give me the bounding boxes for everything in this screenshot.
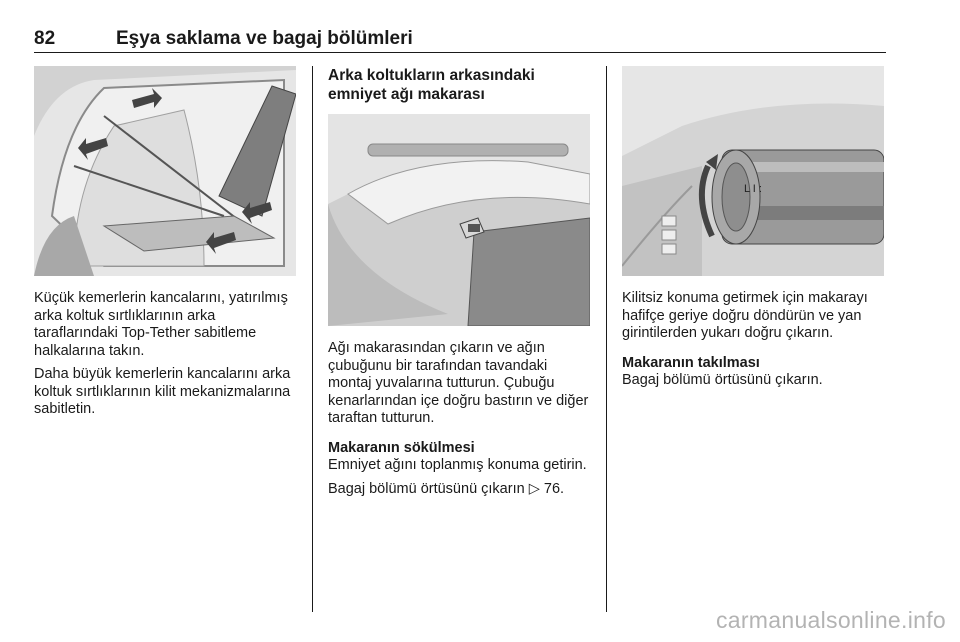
paragraph [328,481,590,499]
figure-cargo-net-hooks [34,66,296,276]
paragraph: Bagaj bölümü örtüsünü çıkarın. [622,372,823,388]
column-1 [34,66,296,425]
figure-net-roller-mount [328,114,590,326]
roller-lock-label: L I : [744,183,762,195]
section-title: Arka koltukların arkasındaki emniyet ağı makarası [328,67,535,103]
paragraph: Küçük kemerlerin kancalarını, yatırılmış arka koltuk sırtlıklarının arka taraflarındaki Top-Tether sabitleme halkalarına takın. [34,290,288,359]
column-divider-2 [606,66,607,612]
page-reference-arrow-icon[interactable]: ▷ [528,480,540,497]
subheading-removal: Makaranın sökülmesi [328,439,475,456]
paragraph: Ağı makarasından çıkarın ve ağın çubuğunu bir tarafından tavandaki montaj yuvalarına tutturun. Çubuğu kenarlarından içe doğru bastırın ve diğer taraftan tutturun. [328,340,589,426]
column-3 [622,66,884,396]
paragraph-text: Bagaj bölümü örtüsünü çıkarın [328,480,529,497]
subheading-installation: Makaranın takılması [622,354,760,371]
paragraph: Daha büyük kemerlerin kancalarını arka koltuk sırtlıklarının kilit mekanizmalarına sabitletin. [34,366,291,417]
watermark: carmanualsonline.info [715,607,946,633]
column-2 [328,66,590,504]
paragraph: Emniyet ağını toplanmış konuma getirin. [328,457,587,473]
paragraph: Kilitsiz konuma getirmek için makarayı hafifçe geriye doğru döndürün ve yan girintilerden yukarı doğru çıkarın. [622,290,868,341]
page-number: 82 [34,28,56,49]
figure-roller-unlock [622,66,884,276]
page-header [34,26,886,53]
page-title: Eşya saklama ve bagaj bölümleri [116,28,413,49]
column-divider-1 [312,66,313,612]
page-reference[interactable]: 76. [543,480,565,497]
